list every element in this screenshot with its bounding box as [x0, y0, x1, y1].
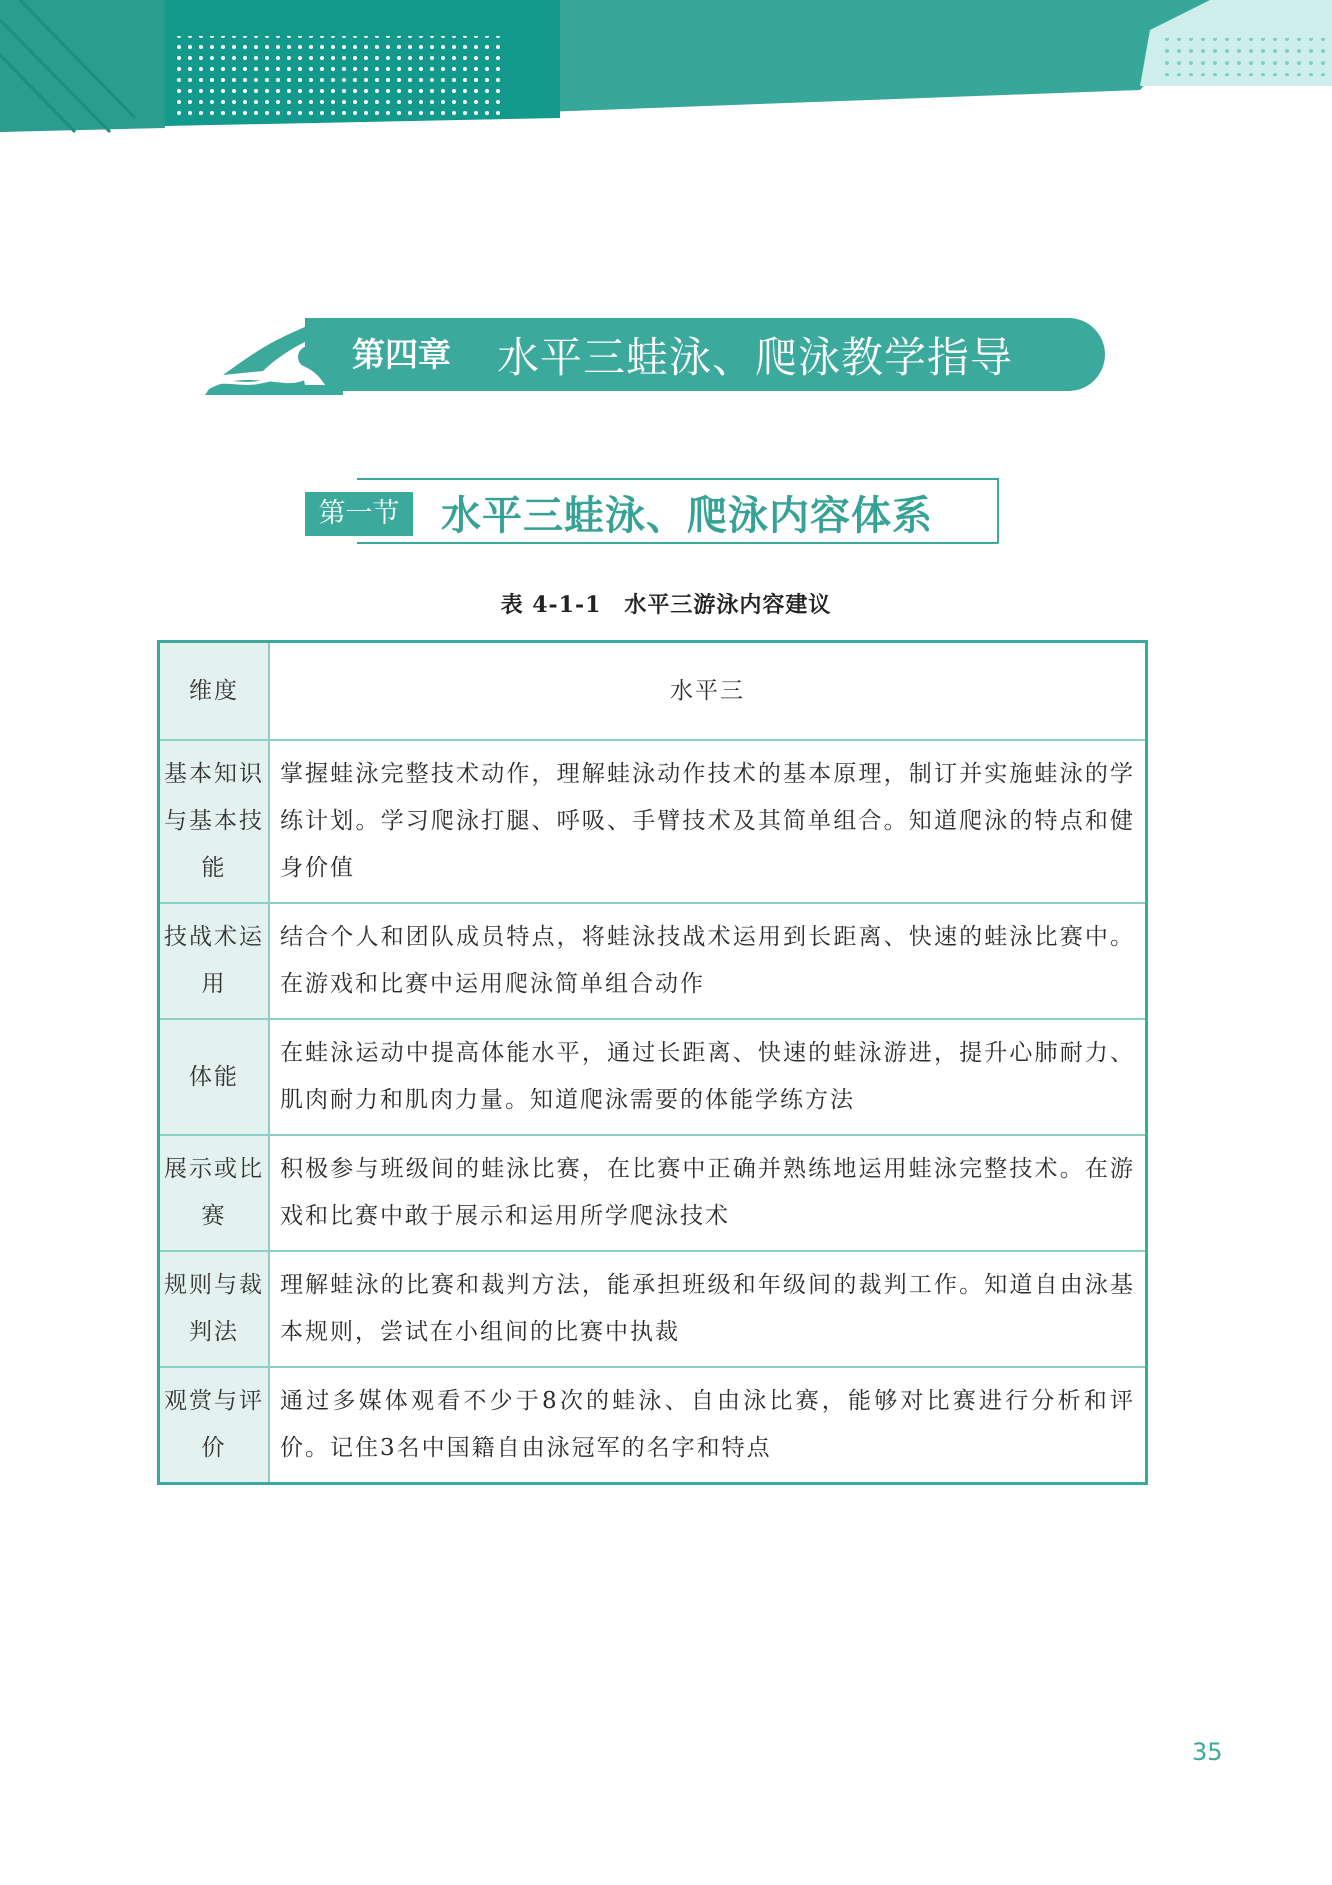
- header-level: 水平三: [269, 642, 1147, 741]
- table-row: [159, 903, 1147, 1019]
- section-heading: [305, 478, 1005, 544]
- page-number: 35: [1192, 1738, 1223, 1766]
- table-row: [159, 1367, 1147, 1484]
- table-row: [159, 1019, 1147, 1135]
- swimmer-icon: [205, 315, 345, 395]
- row-content: 在蛙泳运动中提高体能水平，通过长距离、快速的蛙泳游进，提升心肺耐力、肌肉耐力和肌肉力量。知道爬泳需要的体能学练方法: [269, 1019, 1147, 1135]
- table-caption: 表 4-1-1 水平三游泳内容建议: [500, 592, 832, 618]
- row-content: 结合个人和团队成员特点，将蛙泳技战术运用到长距离、快速的蛙泳比赛中。在游戏和比赛中运用爬泳简单组合动作: [269, 903, 1147, 1019]
- chapter-number: 第四章: [352, 335, 451, 374]
- table-row: [159, 740, 1147, 903]
- row-dimension: 观赏与评价: [159, 1367, 270, 1484]
- row-content: 掌握蛙泳完整技术动作，理解蛙泳动作技术的基本原理，制订并实施蛙泳的学练计划。学习爬泳打腿、呼吸、手臂技术及其简单组合。知道爬泳的特点和健身价值: [269, 740, 1147, 903]
- row-content: 理解蛙泳的比赛和裁判方法，能承担班级和年级间的裁判工作。知道自由泳基本规则，尝试在小组间的比赛中执裁: [269, 1251, 1147, 1367]
- row-dimension: 规则与裁判法: [159, 1251, 270, 1367]
- header-banner: [0, 0, 1332, 135]
- header-dimension: 维度: [159, 642, 270, 741]
- row-dimension: 技战术运用: [159, 903, 270, 1019]
- content-table: [157, 640, 1148, 1485]
- chapter-title: 水平三蛙泳、爬泳教学指导: [497, 333, 1014, 382]
- row-dimension: 展示或比赛: [159, 1135, 270, 1251]
- row-dimension: 基本知识与基本技能: [159, 740, 270, 903]
- table-header-row: [159, 642, 1147, 741]
- row-content: 积极参与班级间的蛙泳比赛，在比赛中正确并熟练地运用蛙泳完整技术。在游戏和比赛中敢于展示和运用所学爬泳技术: [269, 1135, 1147, 1251]
- section-tag: 第一节: [305, 492, 413, 536]
- row-content: 通过多媒体观看不少于8次的蛙泳、自由泳比赛，能够对比赛进行分析和评价。记住3名中国籍自由泳冠军的名字和特点: [269, 1367, 1147, 1484]
- table-row: [159, 1135, 1147, 1251]
- table-row: [159, 1251, 1147, 1367]
- section-title: 水平三蛙泳、爬泳内容体系: [441, 493, 933, 539]
- chapter-heading: [205, 315, 1105, 395]
- row-dimension: 体能: [159, 1019, 270, 1135]
